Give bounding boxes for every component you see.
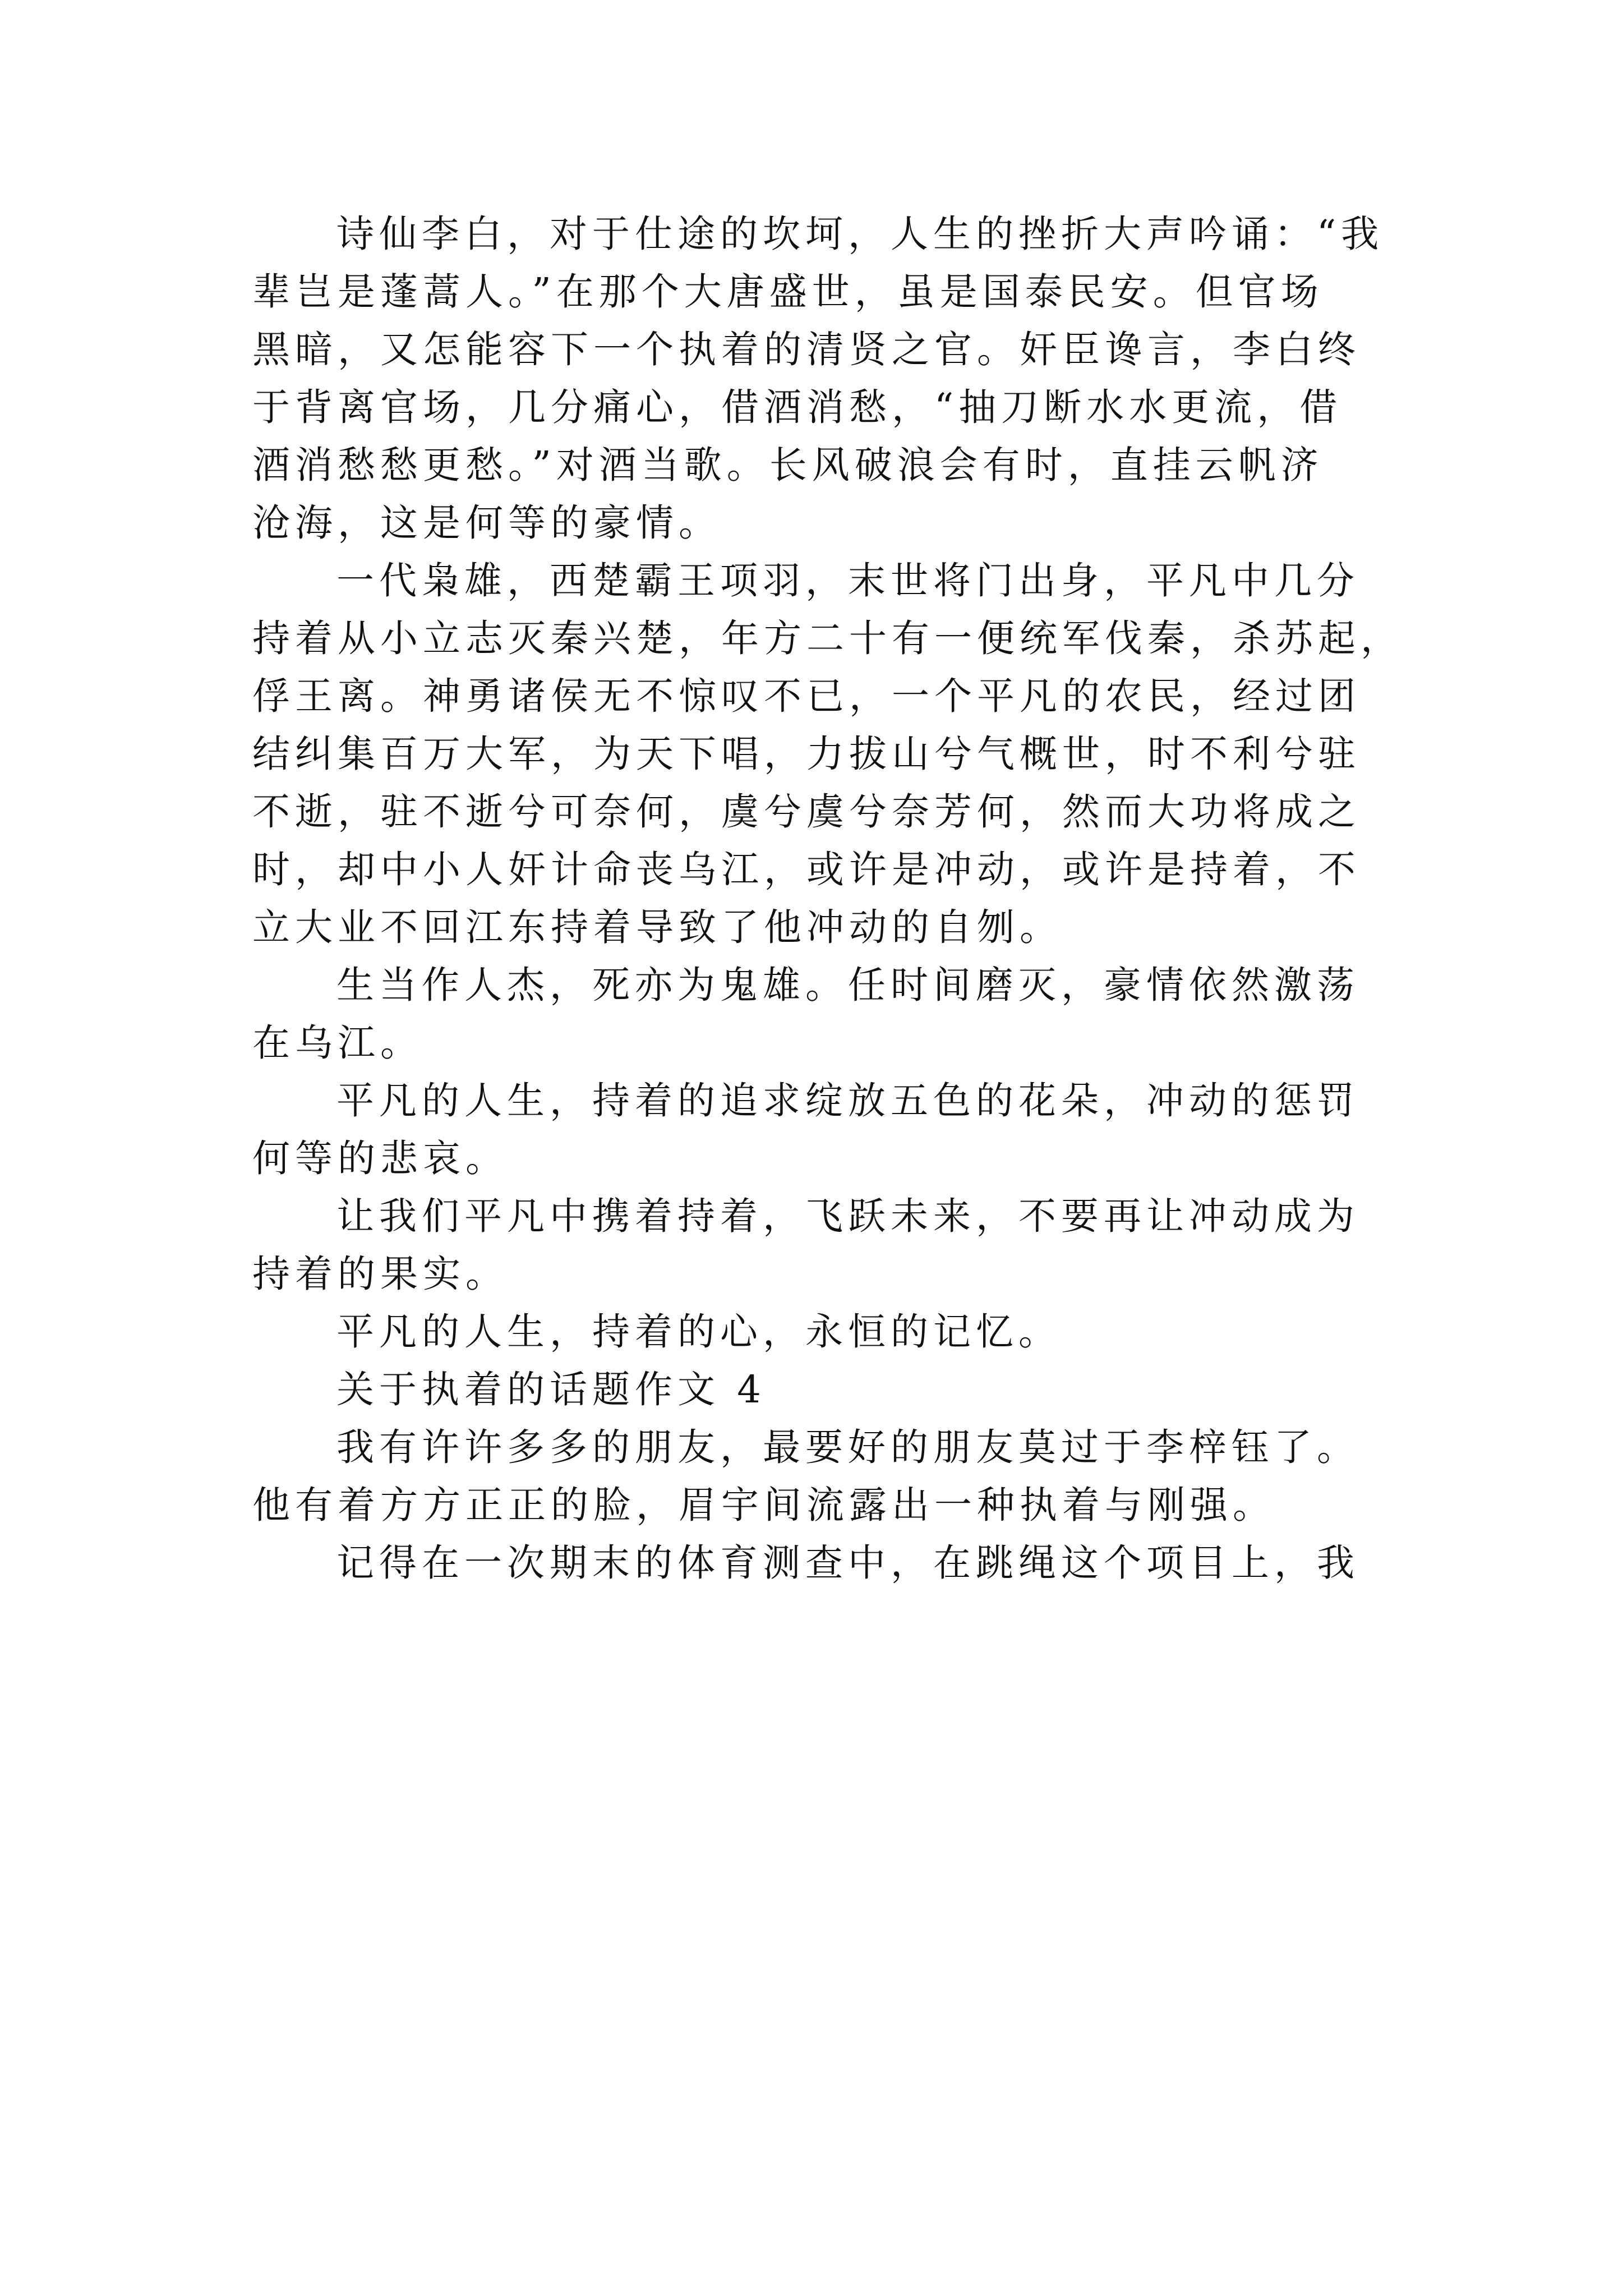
text-line: 于背离官场，几分痛心，借酒消愁，“抽刀断水水更流，借	[252, 385, 1343, 429]
section-heading	[252, 1361, 1388, 1419]
paragraph-ping-fan-2	[252, 1303, 1388, 1361]
paragraph-li-bai	[252, 205, 1388, 552]
text-line: 记得在一次期末的体育测查中，在跳绳这个项目上，我	[336, 1541, 1359, 1585]
paragraph-friend	[252, 1419, 1388, 1534]
text-line: 辈岂是蓬蒿人。”在那个大唐盛世，虽是国泰民安。但官场	[252, 270, 1324, 314]
paragraph-ping-fan-1	[252, 1072, 1388, 1188]
text-line: 在乌江。	[252, 1021, 423, 1065]
paragraph-xiang-yu	[252, 552, 1403, 956]
text-line: 他有着方方正正的脸，眉宇间流露出一种执着与刚强。	[252, 1483, 1275, 1527]
text-line: 我有许许多多的朋友，最要好的朋友莫过于李梓钰了。	[336, 1425, 1359, 1469]
text-line: 持着的果实。	[252, 1252, 508, 1296]
text-line: 沧海，这是何等的豪情。	[252, 501, 721, 545]
text-line: 时，却中小人奸计命丧乌江，或许是冲动，或许是持着，不	[252, 848, 1361, 891]
text-line: 持着从小立志灭秦兴楚，年方二十有一便统军伐秦，杀苏起，	[252, 616, 1403, 660]
text-line: 一代枭雄，西楚霸王项羽，末世将门出身，平凡中几分	[336, 559, 1359, 602]
text-line: 让我们平凡中携着持着，飞跃未来，不要再让冲动成为	[336, 1194, 1359, 1238]
text-line: 平凡的人生，持着的心，永恒的记忆。	[336, 1310, 1061, 1354]
text-line: 生当作人杰，死亦为鬼雄。任时间磨灭，豪情依然激荡	[336, 963, 1359, 1007]
section-title: 关于执着的话题作文 4	[336, 1368, 766, 1411]
text-line: 立大业不回江东持着导致了他冲动的自刎。	[252, 905, 1062, 949]
text-line: 黑暗，又怎能容下一个执着的清贤之官。奸臣谗言，李白终	[252, 328, 1361, 371]
paragraph-pe-test	[252, 1534, 1388, 1592]
text-line: 俘王离。神勇诸侯无不惊叹不已，一个平凡的农民，经过团	[252, 674, 1361, 718]
text-line: 何等的悲哀。	[252, 1137, 508, 1180]
text-line: 诗仙李白，对于仕途的坎坷，人生的挫折大声吟诵：“我	[336, 212, 1384, 256]
document-body	[252, 205, 1403, 1592]
text-line: 不逝，驻不逝兮可奈何，虞兮虞兮奈芳何，然而大功将成之	[252, 790, 1361, 834]
text-line: 结纠集百万大军，为天下唱，力拔山兮气概世，时不利兮驻	[252, 732, 1361, 776]
paragraph-rang-wo-men	[252, 1188, 1388, 1303]
text-line: 平凡的人生，持着的追求绽放五色的花朵，冲动的惩罚	[336, 1079, 1359, 1122]
text-line: 酒消愁愁更愁。”对酒当歌。长风破浪会有时，直挂云帆济	[252, 443, 1324, 487]
paragraph-ren-jie	[252, 956, 1388, 1072]
